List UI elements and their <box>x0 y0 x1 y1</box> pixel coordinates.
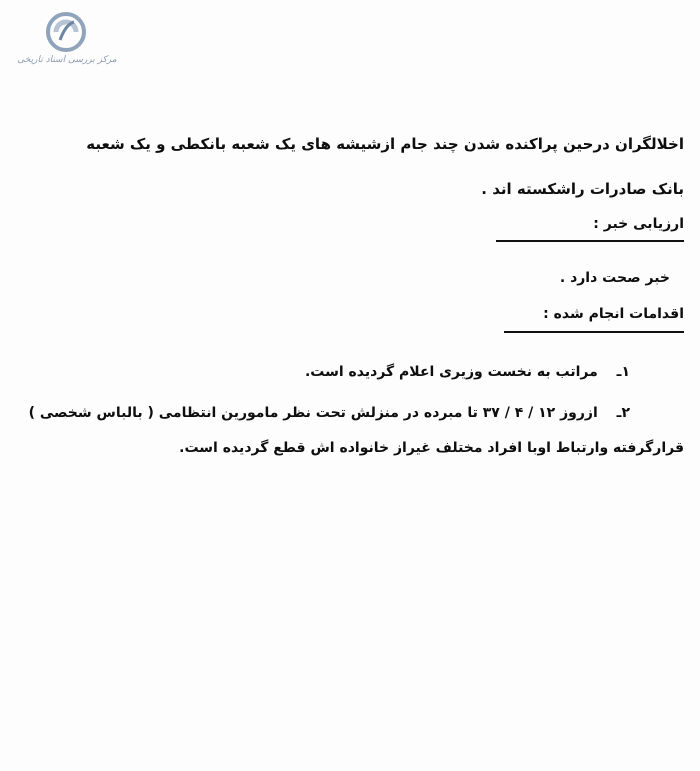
heading-evaluation: ارزیابی خبر : <box>593 216 684 232</box>
paragraph-line-1: اخلالگران درحین پراکنده شدن چند جام ازشیشه های یک شعبه بانکطی و یک شعبه <box>86 135 684 153</box>
list-item-1-number: ۱ـ <box>616 364 630 380</box>
list-item-2-number: ۲ـ <box>616 405 630 421</box>
list-item-1-text: مراتب به نخست وزیری اعلام گردیده است. <box>304 364 598 380</box>
list-item-1 <box>305 364 630 380</box>
evaluation-text: خبر صحت دارد . <box>559 270 670 286</box>
paragraph-line-2: بانک صادرات راشکسته اند . <box>481 180 684 198</box>
archive-logo <box>12 10 122 70</box>
heading-actions: اقدامات انجام شده : <box>543 306 684 322</box>
list-item-2 <box>29 405 630 421</box>
list-item-2-continuation: قرارگرفته وارتباط اوبا افراد مختلف غیراز خانواده اش قطع گردیده است. <box>179 440 684 456</box>
heading-actions-underline <box>504 331 684 333</box>
archive-emblem-icon <box>44 10 88 54</box>
archive-caption: مرکز بررسی اسناد تاریخی <box>17 55 117 65</box>
heading-evaluation-underline <box>496 240 684 242</box>
list-item-2-text: ازروز ۱۲ / ۴ / ۳۷ تا مبرده در منزلش تحت نظر مامورین انتظامی ( بالباس شخصی ) <box>28 405 598 421</box>
